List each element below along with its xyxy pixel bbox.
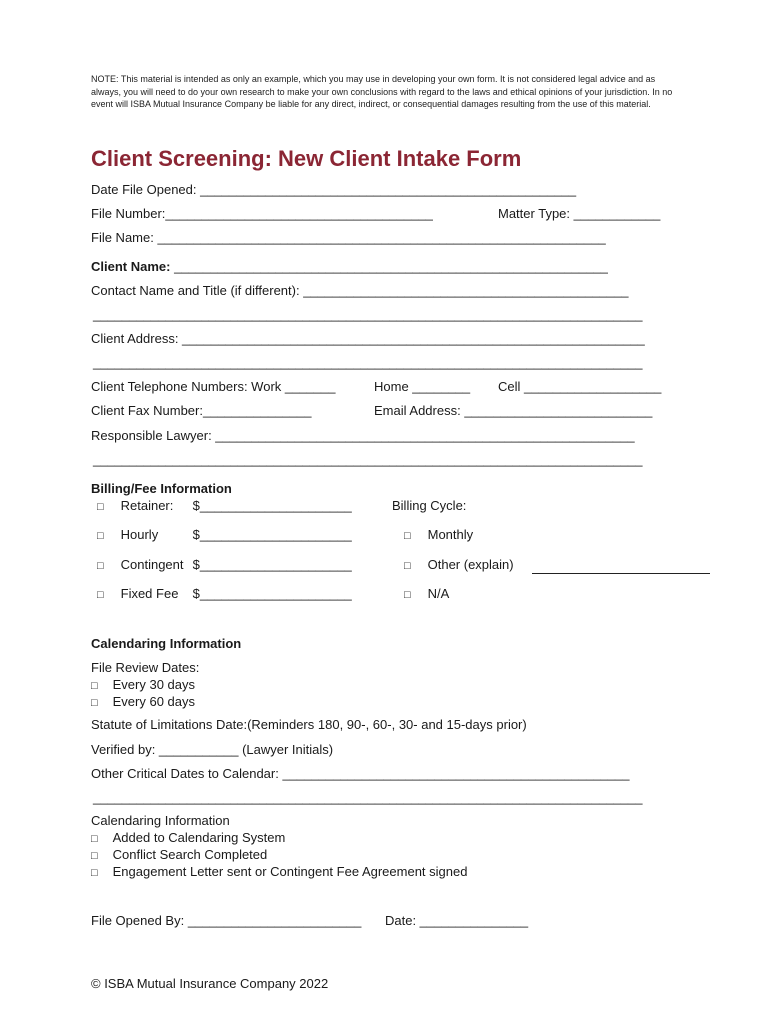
client-name-label: Client Name:: [91, 259, 171, 274]
billing-hourly-option[interactable]: [97, 527, 352, 542]
telephone-work-field[interactable]: Client Telephone Numbers: Work _______: [91, 379, 336, 394]
checkbox-icon[interactable]: □: [97, 530, 104, 542]
file-number-field[interactable]: File Number:_____________________________________: [91, 206, 433, 221]
billing-cycle-option-label: Other (explain): [427, 557, 514, 572]
conflict-search-option[interactable]: [91, 847, 267, 862]
fax-number-field[interactable]: Client Fax Number:_______________: [91, 403, 312, 418]
engagement-letter-option[interactable]: [91, 864, 467, 879]
billing-cycle-na[interactable]: [404, 586, 449, 601]
billing-amount-line[interactable]: $_____________________: [192, 557, 352, 572]
checkbox-icon[interactable]: □: [404, 589, 411, 601]
disclaimer-note: NOTE: This material is intended as only an example, which you may use in developing your own form. It is not considered legal advice and as always, you will need to do your own research to make your own conclusions with regard to the laws and ethical opinions of your jurisdiction. In no event will ISBA Mutual Insurance Company be liable for any direct, indirect, or consequential damages resulting from the use of this material.: [91, 74, 673, 109]
statute-of-limitations-field: Statute of Limitations Date:(Reminders 180, 90-, 60-, 30- and 15-days prior): [91, 717, 527, 732]
calendaring-heading: Calendaring Information: [91, 636, 242, 651]
checkbox-icon[interactable]: □: [97, 501, 104, 513]
client-address-field[interactable]: Client Address: ________________________________________________________________: [91, 331, 645, 346]
review-30-days-option[interactable]: [91, 677, 195, 692]
billing-cycle-option-label: Monthly: [427, 527, 474, 542]
checkbox-icon[interactable]: □: [97, 589, 104, 601]
telephone-home-field[interactable]: Home ________: [374, 379, 471, 394]
checkbox-icon[interactable]: □: [404, 530, 411, 542]
other-dates-line-2[interactable]: ____________________________________________________________________________: [93, 790, 643, 805]
checklist-item-label: Conflict Search Completed: [112, 847, 268, 862]
checkbox-icon[interactable]: □: [91, 680, 98, 692]
billing-amount-line[interactable]: $_____________________: [192, 498, 352, 513]
file-review-label: File Review Dates:: [91, 660, 200, 675]
date-file-opened-field[interactable]: Date File Opened: ____________________________________________________: [91, 182, 577, 197]
billing-option-label: Fixed Fee: [120, 586, 179, 601]
file-opened-by-field[interactable]: File Opened By: ________________________: [91, 913, 362, 928]
billing-retainer-option[interactable]: [97, 498, 352, 513]
checkbox-icon[interactable]: □: [404, 560, 411, 572]
lawyer-line-2[interactable]: ____________________________________________________________________________: [93, 452, 643, 467]
billing-cycle-option-label: N/A: [427, 586, 450, 601]
telephone-cell-field[interactable]: Cell ___________________: [498, 379, 662, 394]
checkbox-icon[interactable]: □: [91, 850, 98, 862]
billing-contingent-option[interactable]: [97, 557, 352, 572]
billing-cycle-monthly[interactable]: [404, 527, 473, 542]
address-line-2[interactable]: ____________________________________________________________________________: [93, 355, 643, 370]
billing-option-label: Retainer:: [120, 498, 174, 513]
checkbox-icon[interactable]: □: [91, 833, 98, 845]
copyright-footer: © ISBA Mutual Insurance Company 2022: [91, 976, 329, 991]
checklist-item-label: Added to Calendaring System: [112, 830, 286, 845]
checklist-item-label: Engagement Letter sent or Contingent Fee Agreement signed: [112, 864, 468, 879]
billing-amount-line[interactable]: $_____________________: [192, 586, 352, 601]
billing-option-label: Hourly: [120, 527, 159, 542]
other-explain-line[interactable]: [532, 573, 710, 574]
billing-cycle-other[interactable]: [404, 557, 514, 572]
billing-option-label: Contingent: [120, 557, 184, 572]
file-name-field[interactable]: File Name: ______________________________________________________________: [91, 230, 606, 245]
billing-fixed-fee-option[interactable]: [97, 586, 352, 601]
matter-type-field[interactable]: Matter Type: ____________: [498, 206, 661, 221]
contact-line-2[interactable]: ____________________________________________________________________________: [93, 307, 643, 322]
verified-by-field[interactable]: Verified by: ___________ (Lawyer Initials): [91, 742, 334, 757]
added-to-calendar-option[interactable]: [91, 830, 285, 845]
email-address-field[interactable]: Email Address: __________________________: [374, 403, 653, 418]
billing-heading: Billing/Fee Information: [91, 481, 232, 496]
contact-name-field[interactable]: Contact Name and Title (if different): _____________________________________________: [91, 283, 629, 298]
responsible-lawyer-field[interactable]: Responsible Lawyer: __________________________________________________________: [91, 428, 635, 443]
date-field[interactable]: Date: _______________: [385, 913, 529, 928]
review-60-days-option[interactable]: [91, 694, 195, 709]
client-name-line[interactable]: ____________________________________________________________: [170, 259, 608, 274]
review-option-label: Every 30 days: [112, 677, 195, 692]
checkbox-icon[interactable]: □: [97, 560, 104, 572]
calendaring-info-label: Calendaring Information: [91, 813, 230, 828]
billing-amount-line[interactable]: $_____________________: [192, 527, 352, 542]
page-title: Client Screening: New Client Intake Form: [91, 146, 522, 171]
billing-cycle-label: Billing Cycle:: [392, 498, 467, 513]
checkbox-icon[interactable]: □: [91, 697, 98, 709]
client-name-field[interactable]: [91, 259, 608, 274]
review-option-label: Every 60 days: [112, 694, 195, 709]
other-critical-dates-field[interactable]: Other Critical Dates to Calendar: ________________________________________________: [91, 766, 630, 781]
checkbox-icon[interactable]: □: [91, 867, 98, 879]
